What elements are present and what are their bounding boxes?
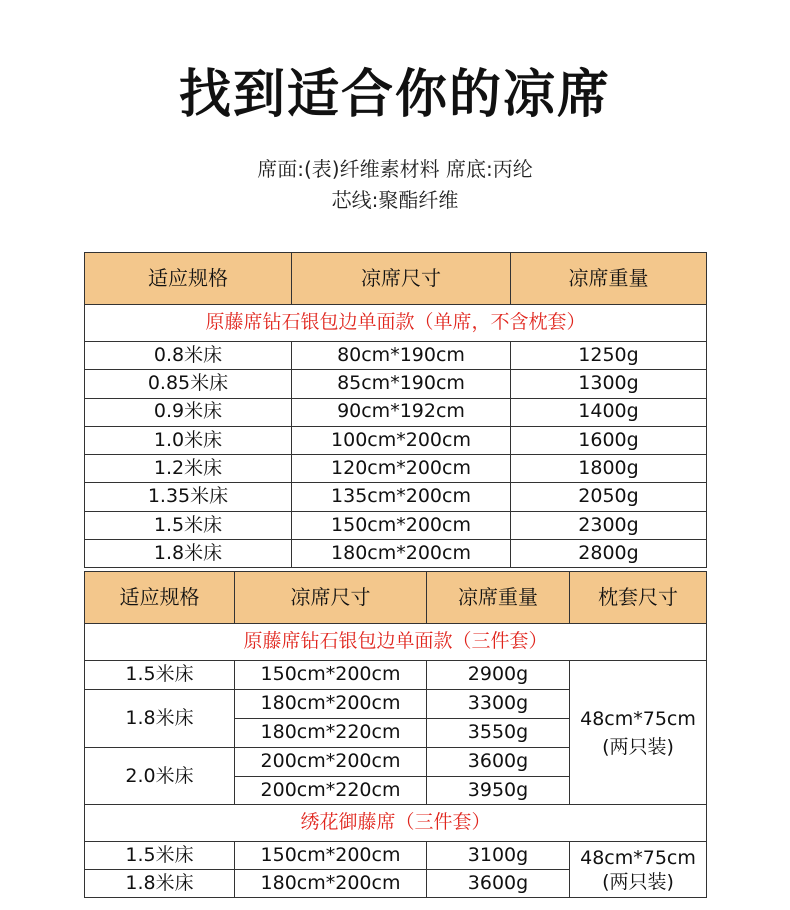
table-row xyxy=(85,540,707,568)
table-row xyxy=(85,342,707,370)
section-title: 绣花御藤席（三件套） xyxy=(85,805,707,842)
mat-size: 100cm*200cm xyxy=(292,426,511,454)
mat-size: 90cm*192cm xyxy=(292,398,511,426)
mat-size: 135cm*200cm xyxy=(292,483,511,511)
mat-size: 180cm*220cm xyxy=(235,719,427,748)
bed-spec: 1.8米床 xyxy=(85,870,235,898)
mat-weight: 3600g xyxy=(427,748,570,777)
header-mat-weight: 凉席重量 xyxy=(511,253,707,305)
section-title: 原藤席钻石银包边单面款（单席，不含枕套） xyxy=(85,305,707,342)
bed-spec: 1.8米床 xyxy=(85,690,235,748)
table-row xyxy=(85,455,707,483)
mat-weight: 2800g xyxy=(511,540,707,568)
mat-weight: 3300g xyxy=(427,690,570,719)
mat-size: 120cm*200cm xyxy=(292,455,511,483)
mat-weight: 2900g xyxy=(427,661,570,690)
mat-size: 85cm*190cm xyxy=(292,370,511,398)
mat-weight: 2300g xyxy=(511,511,707,539)
material-line-2: 芯线:聚酯纤维 xyxy=(331,188,459,212)
mat-weight: 1600g xyxy=(511,426,707,454)
mat-weight: 1800g xyxy=(511,455,707,483)
embroidered-set-table xyxy=(84,804,707,898)
bed-spec: 1.5米床 xyxy=(85,661,235,690)
mat-weight: 3950g xyxy=(427,777,570,806)
header-bed-spec: 适应规格 xyxy=(85,572,235,624)
bed-spec: 0.9米床 xyxy=(85,398,292,426)
table-row xyxy=(85,511,707,539)
mat-weight: 3550g xyxy=(427,719,570,748)
mat-size: 80cm*190cm xyxy=(292,342,511,370)
header-pillow-size: 枕套尺寸 xyxy=(570,572,707,624)
mat-weight: 1400g xyxy=(511,398,707,426)
mat-size: 150cm*200cm xyxy=(292,511,511,539)
bed-spec: 1.0米床 xyxy=(85,426,292,454)
section-title: 原藤席钻石银包边单面款（三件套） xyxy=(85,624,707,661)
bed-spec: 0.85米床 xyxy=(85,370,292,398)
bed-spec: 1.5米床 xyxy=(85,842,235,870)
header-mat-size: 凉席尺寸 xyxy=(235,572,427,624)
header-bed-spec: 适应规格 xyxy=(85,253,292,305)
mat-size: 150cm*200cm xyxy=(235,842,427,870)
pillow-size: 48cm*75cm xyxy=(580,846,696,869)
mat-size: 180cm*200cm xyxy=(235,690,427,719)
bed-spec: 1.35米床 xyxy=(85,483,292,511)
table-header-row xyxy=(85,572,707,624)
table-row xyxy=(85,398,707,426)
header-mat-size: 凉席尺寸 xyxy=(292,253,511,305)
pillow-note: (两只装) xyxy=(602,736,674,758)
bed-spec: 1.2米床 xyxy=(85,455,292,483)
table-row xyxy=(85,370,707,398)
bed-spec: 1.5米床 xyxy=(85,511,292,539)
three-piece-set-table xyxy=(84,571,707,806)
pillow-size: 48cm*75cm xyxy=(580,708,696,730)
mat-weight: 3600g xyxy=(427,870,570,898)
material-line-1: 席面:(表)纤维素材料 席底:丙纶 xyxy=(257,157,533,181)
bed-spec: 1.8米床 xyxy=(85,540,292,568)
section-row xyxy=(85,805,707,842)
table-row xyxy=(85,842,707,870)
single-mat-size-table xyxy=(84,252,707,568)
table-row xyxy=(85,661,707,690)
mat-weight: 1300g xyxy=(511,370,707,398)
mat-weight: 3100g xyxy=(427,842,570,870)
table-header-row xyxy=(85,253,707,305)
table-row xyxy=(85,426,707,454)
mat-weight: 2050g xyxy=(511,483,707,511)
pillow-size-cell xyxy=(570,842,707,898)
section-row xyxy=(85,305,707,342)
bed-spec: 2.0米床 xyxy=(85,748,235,806)
section-row xyxy=(85,624,707,661)
mat-weight: 1250g xyxy=(511,342,707,370)
bed-spec: 0.8米床 xyxy=(85,342,292,370)
pillow-note: (两只装) xyxy=(602,870,674,893)
page-title: 找到适合你的凉席 xyxy=(178,65,611,125)
header-mat-weight: 凉席重量 xyxy=(427,572,570,624)
mat-size: 150cm*200cm xyxy=(235,661,427,690)
mat-size: 200cm*220cm xyxy=(235,777,427,806)
pillow-size-cell xyxy=(570,661,707,806)
mat-size: 180cm*200cm xyxy=(292,540,511,568)
table-row xyxy=(85,483,707,511)
mat-size: 200cm*200cm xyxy=(235,748,427,777)
mat-size: 180cm*200cm xyxy=(235,870,427,898)
